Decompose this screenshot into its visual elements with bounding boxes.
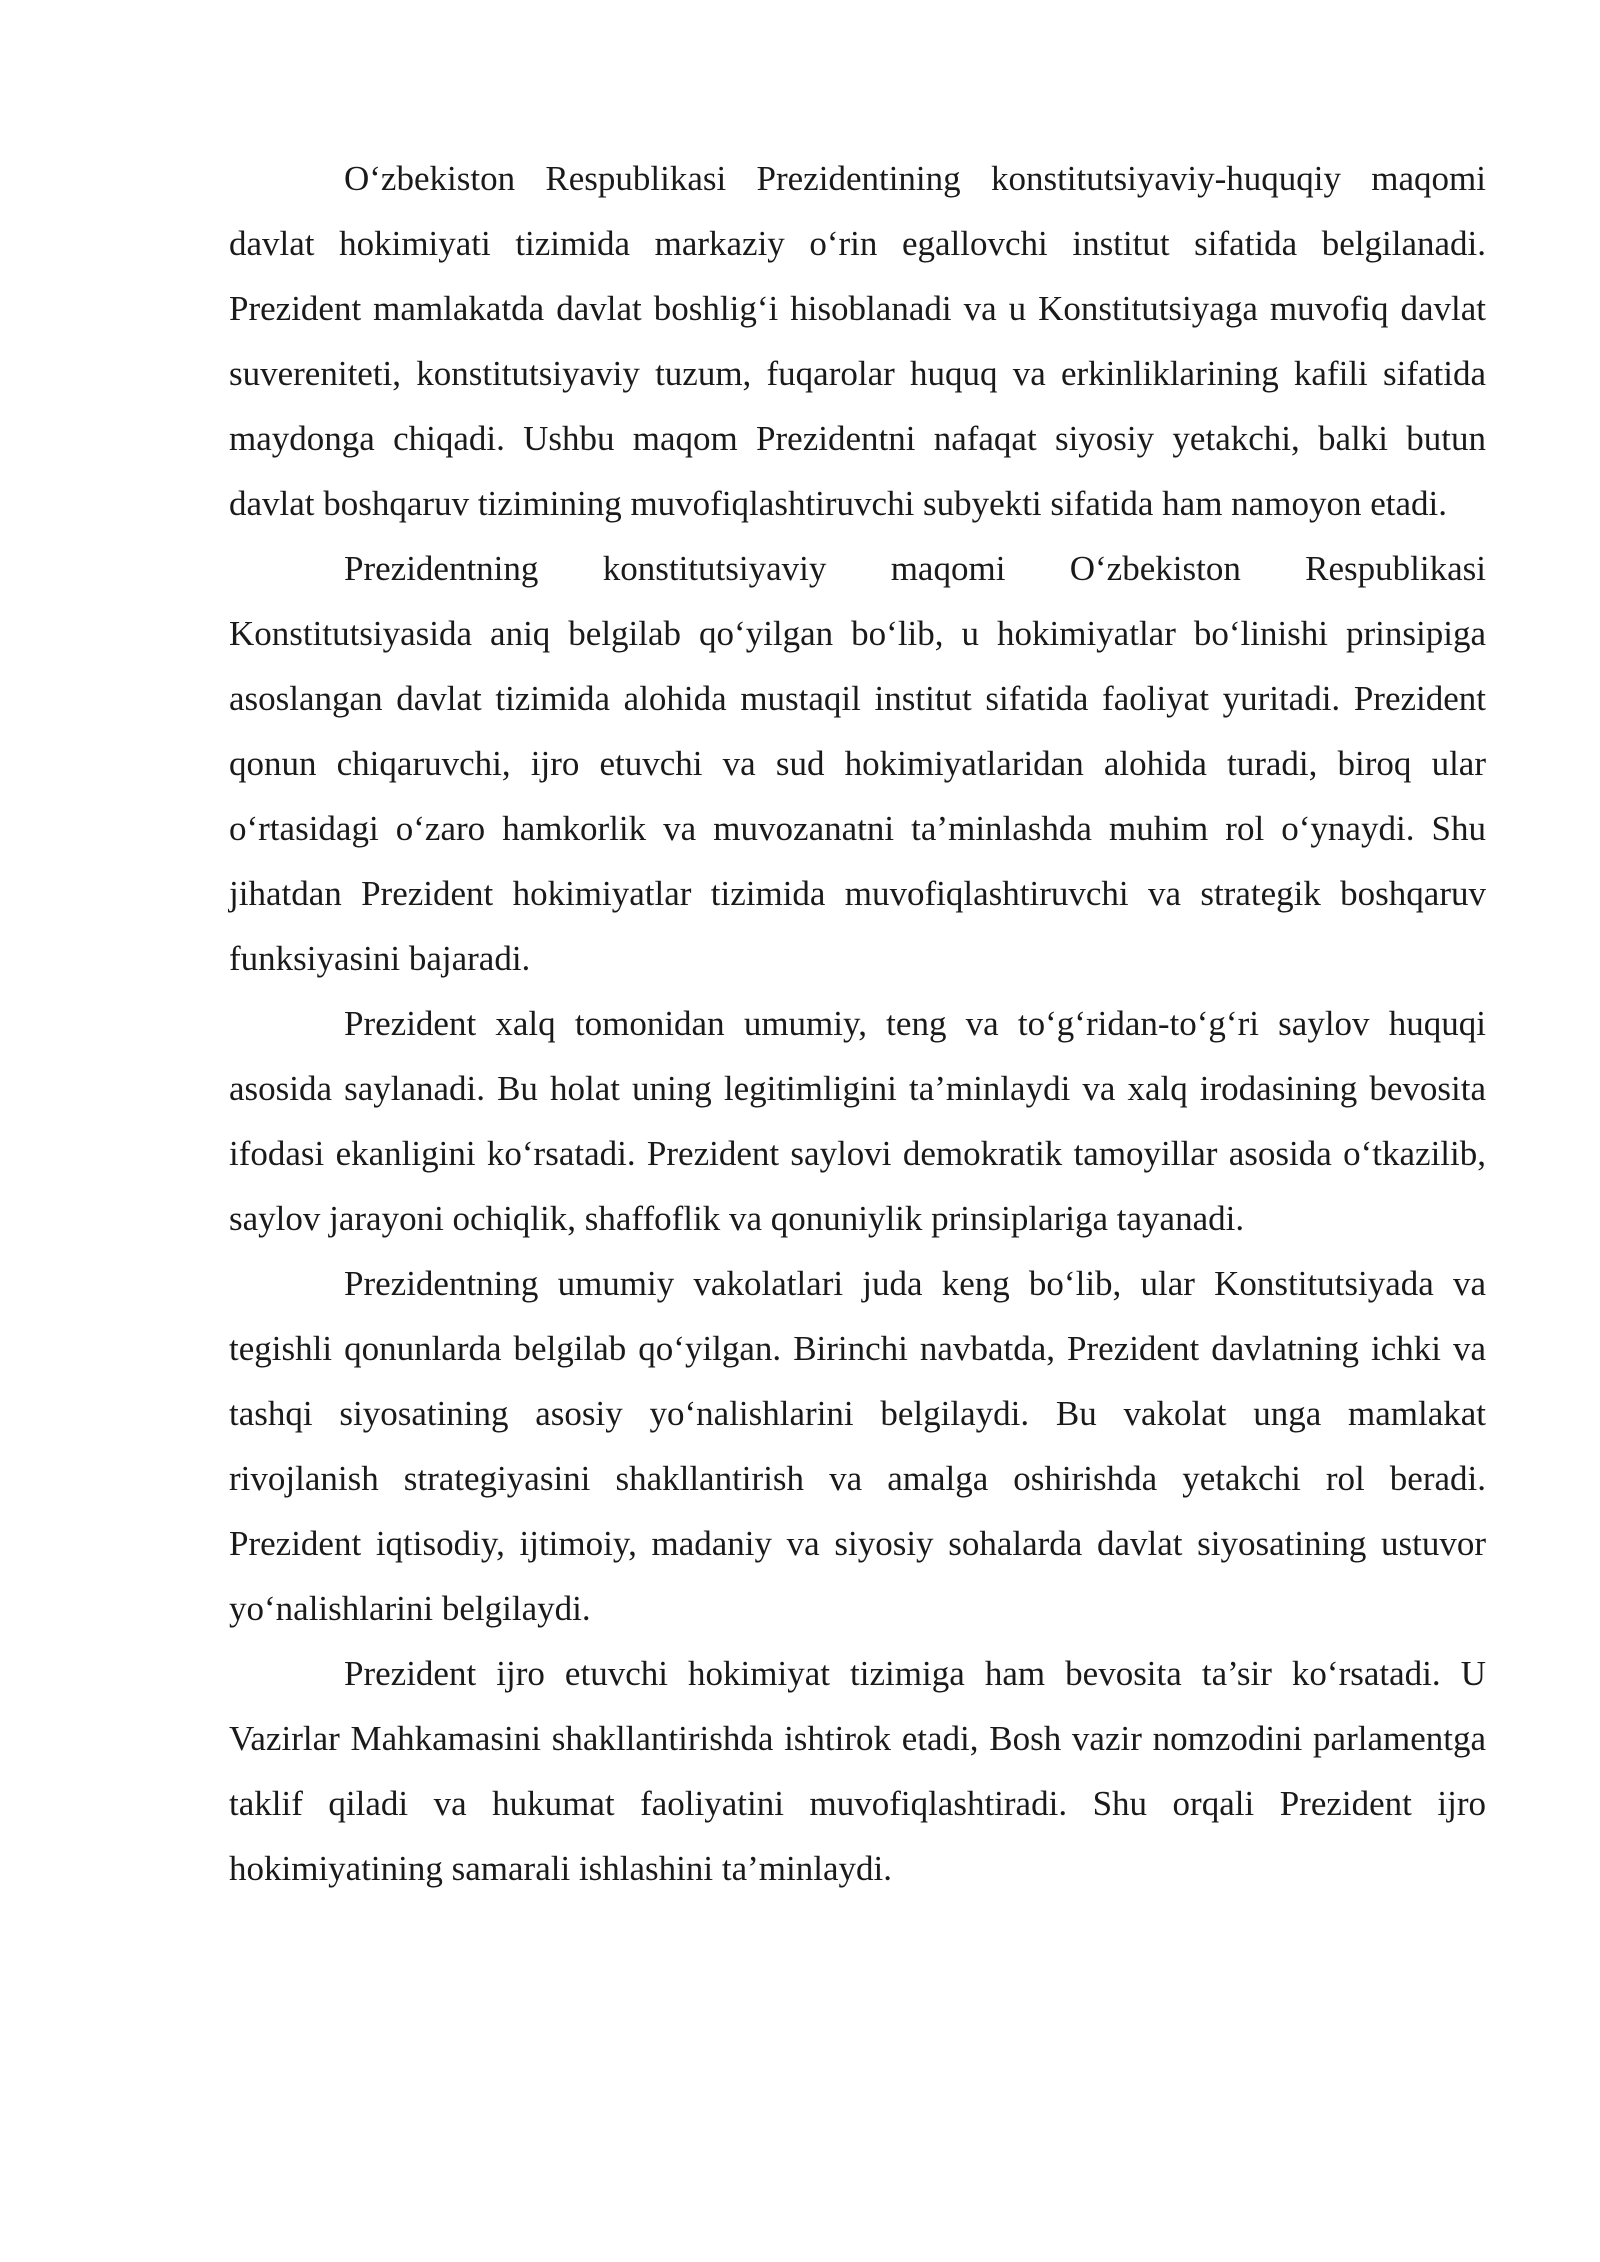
paragraph-4: Prezidentning umumiy vakolatlari juda keng bo‘lib, ular Konstitutsiyada va tegishli qonunlarda belgilab qo‘yilgan. Birinchi navbatda, Prezident davlatning ichki va tashqi siyosatining asosiy yo‘nalishlarini belgilaydi. Bu vakolat unga mamlakat rivojlanish strategiyasini shakllantirish va amalga oshirishda yetakchi rol beradi. Prezident iqtisodiy, ijtimoiy, madaniy va siyosiy sohalarda davlat siyosatining ustuvor yo‘nalishlarini belgilaydi. bbox=[229, 1264, 1486, 1628]
paragraph-5: Prezident ijro etuvchi hokimiyat tizimiga ham bevosita ta’sir ko‘rsatadi. U Vazirlar Mahkamasini shakllantirishda ishtirok etadi, Bosh vazir nomzodini parlamentga taklif qiladi va hukumat faoliyatini muvofiqlashtiradi. Shu orqali Prezident ijro hokimiyatining samarali ishlashini ta’minlaydi. bbox=[229, 1654, 1486, 1888]
document-body bbox=[229, 146, 1486, 1901]
paragraph-3: Prezident xalq tomonidan umumiy, teng va to‘g‘ridan-to‘g‘ri saylov huquqi asosida saylanadi. Bu holat uning legitimligini ta’minlaydi va xalq irodasining bevosita ifodasi ekanligini ko‘rsatadi. Prezident saylovi demokratik tamoyillar asosida o‘tkazilib, saylov jarayoni ochiqlik, shaffoflik va qonuniylik prinsiplariga tayanadi. bbox=[229, 1004, 1486, 1238]
paragraph-2: Prezidentning konstitutsiyaviy maqomi O‘zbekiston Respublikasi Konstitutsiyasida aniq belgilab qo‘yilgan bo‘lib, u hokimiyatlar bo‘linishi prinsipiga asoslangan davlat tizimida alohida mustaqil institut sifatida faoliyat yuritadi. Prezident qonun chiqaruvchi, ijro etuvchi va sud hokimiyatlaridan alohida turadi, biroq ular o‘rtasidagi o‘zaro hamkorlik va muvozanatni ta’minlashda muhim rol o‘ynaydi. Shu jihatdan Prezident hokimiyatlar tizimida muvofiqlashtiruvchi va strategik boshqaruv funksiyasini bajaradi. bbox=[229, 549, 1486, 978]
paragraph-1: O‘zbekiston Respublikasi Prezidentining konstitutsiyaviy-huquqiy maqomi davlat hokimiyati tizimida markaziy o‘rin egallovchi institut sifatida belgilanadi. Prezident mamlakatda davlat boshlig‘i hisoblanadi va u Konstitutsiyaga muvofiq davlat suvereniteti, konstitutsiyaviy tuzum, fuqarolar huquq va erkinliklarining kafili sifatida maydonga chiqadi. Ushbu maqom Prezidentni nafaqat siyosiy yetakchi, balki butun davlat boshqaruv tizimining muvofiqlashtiruvchi subyekti sifatida ham namoyon etadi. bbox=[229, 159, 1486, 523]
